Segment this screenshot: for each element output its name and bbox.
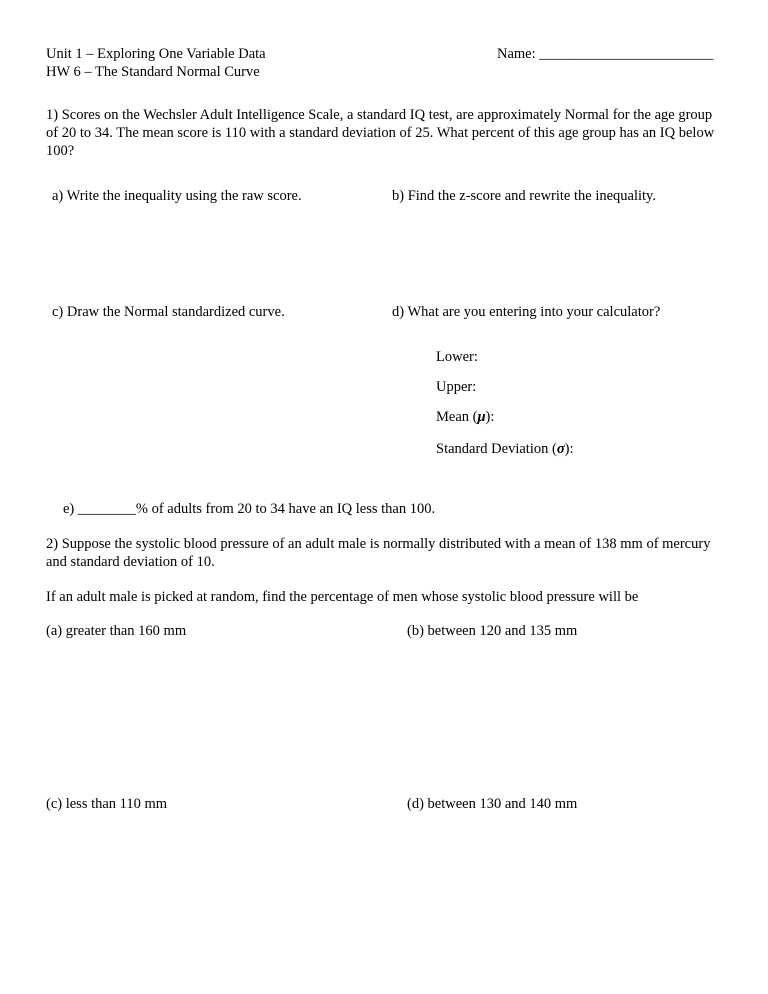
q2-part-a: (a) greater than 160 mm	[46, 623, 187, 639]
q2-instruction: If an adult male is picked at random, find the percentage of men whose systolic blood pressure will be	[46, 589, 639, 605]
q1-part-d: d) What are you entering into your calculator?	[392, 304, 661, 320]
mean-suffix: ):	[485, 409, 495, 425]
q2-part-c: (c) less than 110 mm	[46, 796, 168, 812]
calc-upper-label: Upper:	[436, 379, 477, 395]
calc-mean-label	[436, 408, 494, 426]
q1-part-b: b) Find the z-score and rewrite the inequality.	[392, 188, 656, 204]
q2-part-d: (d) between 130 and 140 mm	[407, 796, 578, 812]
q2-prompt: 2) Suppose the systolic blood pressure of an adult male is normally distributed with a mean of 138 mm of mercury and standard deviation of 10.	[46, 536, 711, 570]
q2-part-b: (b) between 120 and 135 mm	[407, 623, 578, 639]
hw-title: HW 6 – The Standard Normal Curve	[46, 64, 260, 80]
mean-prefix: Mean (	[436, 409, 478, 425]
q1-part-c: c) Draw the Normal standardized curve.	[52, 304, 285, 320]
calc-sd-label	[436, 440, 574, 458]
calc-lower-label: Lower:	[436, 349, 478, 365]
q1-prompt: 1) Scores on the Wechsler Adult Intelligence Scale, a standard IQ test, are approximately Normal for the age group of 20 to 34. The mean score is 110 with a standard deviation of 25. What percent of this age group has an IQ below 100?	[46, 107, 715, 159]
name-field: Name: ________________________	[497, 46, 714, 62]
q1-part-a: a) Write the inequality using the raw score.	[52, 188, 302, 204]
unit-title: Unit 1 – Exploring One Variable Data	[46, 46, 266, 62]
mu-symbol: μ	[477, 409, 486, 425]
sd-suffix: ):	[564, 441, 574, 457]
q1-part-e: e) ________% of adults from 20 to 34 have an IQ less than 100.	[63, 501, 436, 517]
sigma-symbol: σ	[556, 441, 565, 457]
sd-prefix: Standard Deviation (	[436, 441, 557, 457]
